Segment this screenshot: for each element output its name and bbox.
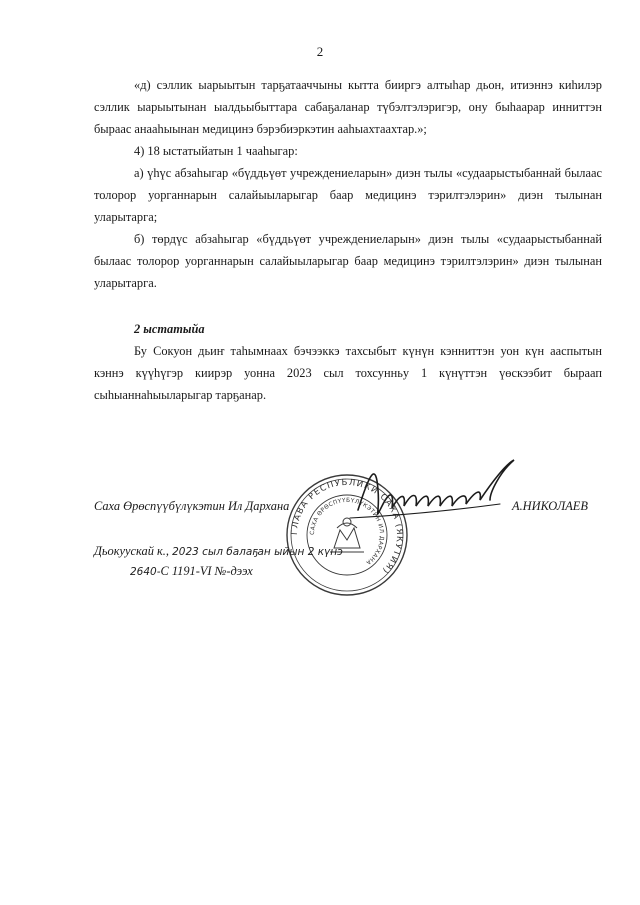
svg-text:САХА ӨРӨСПҮҮБҮЛҮКЭТИН ИЛ ДАРХА: САХА ӨРӨСПҮҮБҮЛҮКЭТИН ИЛ ДАРХАНА xyxy=(309,497,385,566)
page-number: 2 xyxy=(316,44,324,59)
paragraph-2: 4) 18 ыстатыйатын 1 чааһыгар: xyxy=(134,144,298,158)
handwritten-law-number: 2640- xyxy=(130,566,161,578)
article-heading: 2 ыстатыйа xyxy=(134,322,205,336)
handwritten-date: 2023 сыл балаҕан ыйын 2 күнэ xyxy=(172,546,343,558)
paragraph-5: Бу Сокуон дьиҥ таһымнаах бэчээккэ тахсыбыт күнүн кэнниттэн уон күн ааспытын кэннэ күүһүгэр киирэр уонна 2023 сыл тохсунньу 1 күнүттэн үөскээбит быраап сыһыаннаһыыларыгар тарҕанар. xyxy=(94,344,602,402)
paragraph-3: а) үһүс абзаһыгар «бүддьүөт учреждениеларын» диэн тылы «судаарыстыбаннай былаас толорор уорганнарын салайыыларыгар баар медицинэ тэрилтэлэрин» диэн тылынан уларытарга; xyxy=(94,166,602,224)
svg-text:ГЛАВА РЕСПУБЛИКИ САХА (ЯКУТИЯ): ГЛАВА РЕСПУБЛИКИ САХА (ЯКУТИЯ) xyxy=(289,477,405,576)
document-body xyxy=(94,74,602,406)
law-number-printed: С 1191-VI №-дээх xyxy=(160,564,253,578)
signatory-title: Саха Өрөспүүбүлүкэтин Ил Дархана xyxy=(94,499,290,513)
place-and-date xyxy=(94,544,343,559)
paragraph-1: «д) сэллик ыарыытын тарҕатааччыны кытта бииргэ алтыһар дьон, итиэннэ киһилэр сэллик ыарыытынан ыалдьыбыттара сабаҕаланар түбэлтэлэригэр, ону быһаарар инниттэн быраас анааһыынан медицинэ бэрэбиэркэтин ааһыахтаахтар.»; xyxy=(94,78,602,136)
spacer xyxy=(94,294,602,308)
handwritten-signature xyxy=(330,452,530,542)
signatory-name: А.НИКОЛАЕВ xyxy=(512,499,588,513)
law-number xyxy=(130,564,253,579)
paragraph-4: б) төрдүс абзаһыгар «бүддьүөт учреждениеларын» диэн тылы «судаарыстыбаннай былаас толорор уорганнарын салайыыларыгар баар медицинэ тэрилтэлэрин» диэн тылынан уларытарга. xyxy=(94,232,602,290)
place: Дьокуускай к., xyxy=(94,544,169,558)
